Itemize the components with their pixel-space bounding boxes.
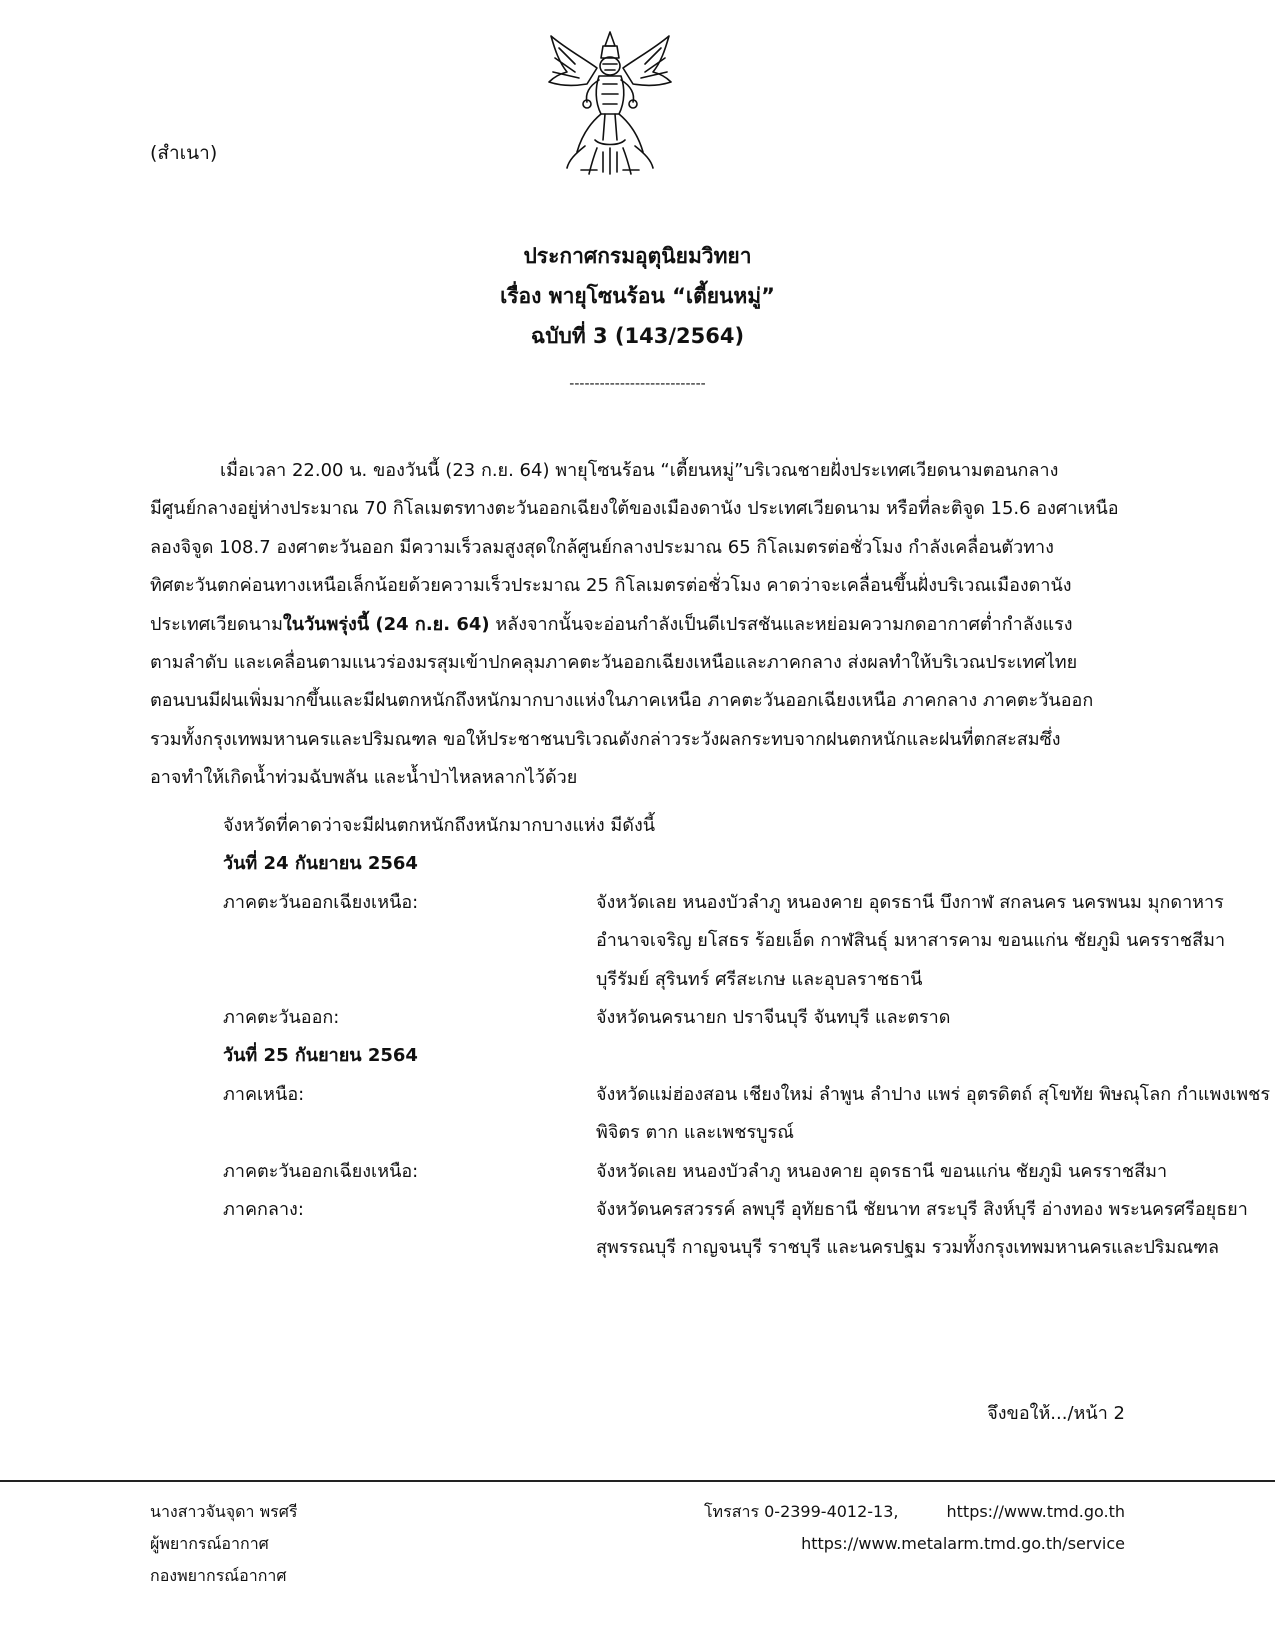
region-label: ภาคเหนือ: [223, 1083, 305, 1105]
title-line-2: เรื่อง พายุโซนร้อน “เตี้ยนหมู่” [500, 284, 775, 308]
date-heading: วันที่ 24 กันยายน 2564 [223, 853, 418, 875]
body-line: ทิศตะวันตกค่อนทางเหนือเล็กน้อยด้วยความเร็วประมาณ 25 กิโลเมตรต่อชั่วโมง คาดว่าจะเคลื่อนขึ้นฝั่งบริเวณเมืองดานัง [150, 575, 1072, 597]
province-line: บุรีรัมย์ สุรินทร์ ศรีสะเกษ และอุบลราชธานี [596, 968, 923, 990]
title-separator: --------------------------- [569, 376, 706, 392]
body-line [150, 606, 1125, 644]
region-row [150, 1153, 1168, 1191]
next-page-note: จึงขอให้.../หน้า 2 [987, 1403, 1125, 1424]
service-link[interactable]: https://www.metalarm.tmd.go.th/service [801, 1534, 1125, 1553]
region-label: ภาคกลาง: [223, 1199, 304, 1221]
title-line-1: ประกาศกรมอุตุนิยมวิทยา [523, 244, 752, 268]
body-line: ตามลำดับ และเคลื่อนตามแนวร่องมรสุมเข้าปกคลุมภาคตะวันออกเฉียงเหนือและภาคกลาง ส่งผลทำให้บริเวณประเทศไทย [150, 652, 1078, 674]
body-line: รวมทั้งกรุงเทพมหานครและปริมณฑล ขอให้ประชาชนบริเวณดังกล่าวระวังผลกระทบจากฝนตกหนักและฝนที่ตกสะสมซึ่ง [150, 728, 1061, 750]
body-line: เมื่อเวลา 22.00 น. ของวันนี้ (23 ก.ย. 64) พายุโซนร้อน “เตี้ยนหมู่”บริเวณชายฝั่งประเทศเวียดนามตอนกลาง [220, 460, 1059, 481]
region-provinces [596, 884, 1225, 999]
body-line: ตอนบนมีฝนเพิ่มมากขึ้นและมีฝนตกหนักถึงหนักมากบางแห่งในภาคเหนือ ภาคตะวันออกเฉียงเหนือ ภาคกลาง ภาคตะวันออก [150, 690, 1094, 712]
forecaster-name: นางสาวจันจุดา พรศรี [150, 1502, 298, 1521]
body-line-part: หลังจากนั้นจะอ่อนกำลังเป็นดีเปรสชันและหย่อมความกดอากาศต่ำกำลังแรง [489, 613, 1073, 635]
date-heading: วันที่ 25 กันยายน 2564 [223, 1045, 418, 1067]
body-line: อาจทำให้เกิดน้ำท่วมฉับพลัน และน้ำป่าไหลหลากไว้ด้วย [150, 767, 578, 789]
region-row [150, 1076, 1271, 1153]
announcement-body [150, 452, 1125, 798]
province-intro: จังหวัดที่คาดว่าจะมีฝนตกหนักถึงหนักมากบางแห่ง มีดังนี้ [223, 815, 656, 836]
region-label: ภาคตะวันออก: [223, 1007, 340, 1029]
fax-number: โทรสาร 0-2399-4012-13, [703, 1502, 899, 1521]
province-line: จังหวัดนครสวรรค์ ลพบุรี อุทัยธานี ชัยนาท สระบุรี สิงห์บุรี อ่างทอง พระนครศรีอยุธยา [596, 1199, 1248, 1221]
province-line: จังหวัดเลย หนองบัวลำภู หนองคาย อุดรธานี ขอนแก่น ชัยภูมิ นครราชสีมา [596, 1160, 1168, 1182]
body-line-part: ประเทศเวียดนาม [150, 613, 283, 635]
province-list [150, 807, 1271, 1268]
province-line: จังหวัดนครนายก ปราจีนบุรี จันทบุรี และตราด [596, 1007, 951, 1029]
region-label: ภาคตะวันออกเฉียงเหนือ: [223, 1160, 419, 1182]
region-provinces [596, 1076, 1270, 1153]
province-line: พิจิตร ตาก และเพชรบูรณ์ [596, 1122, 794, 1144]
region-label: ภาคตะวันออกเฉียงเหนือ: [223, 891, 419, 913]
footer-divider [0, 1480, 1275, 1482]
region-row [150, 884, 1226, 999]
body-line: ลองจิจูด 108.7 องศาตะวันออก มีความเร็วลมสูงสุดใกล้ศูนย์กลางประมาณ 65 กิโลเมตรต่อชั่วโมง กำลังเคลื่อนตัวทาง [150, 536, 1054, 558]
copy-label: (สำเนา) [150, 142, 218, 164]
footer-signatory [150, 1496, 298, 1592]
body-line-bold: ในวันพรุ่งนี้ (24 ก.ย. 64) [282, 613, 490, 635]
garuda-emblem-icon [545, 28, 675, 178]
forecaster-position: ผู้พยากรณ์อากาศ [150, 1534, 269, 1553]
contact-line [704, 1496, 1125, 1528]
title-line-3: ฉบับที่ 3 (143/2564) [530, 324, 745, 348]
announcement-title [0, 236, 1275, 356]
region-row [150, 999, 1130, 1037]
province-line: จังหวัดเลย หนองบัวลำภู หนองคาย อุดรธานี บึงกาฬ สกลนคร นครพนม มุกดาหาร [596, 891, 1224, 913]
province-line: อำนาจเจริญ ยโสธร ร้อยเอ็ด กาฬสินธุ์ มหาสารคาม ขอนแก่น ชัยภูมิ นครราชสีมา [596, 930, 1226, 952]
website-link[interactable]: https://www.tmd.go.th [946, 1502, 1125, 1521]
forecaster-division: กองพยากรณ์อากาศ [150, 1566, 287, 1585]
footer-contact [704, 1496, 1125, 1560]
province-line: จังหวัดแม่ฮ่องสอน เชียงใหม่ ลำพูน ลำปาง แพร่ อุตรดิตถ์ สุโขทัย พิษณุโลก กำแพงเพชร [596, 1083, 1271, 1105]
province-line: สุพรรณบุรี กาญจนบุรี ราชบุรี และนครปฐม รวมทั้งกรุงเทพมหานครและปริมณฑล [596, 1237, 1220, 1259]
region-provinces [596, 1191, 1248, 1268]
body-line: มีศูนย์กลางอยู่ห่างประมาณ 70 กิโลเมตรทางตะวันออกเฉียงใต้ของเมืองดานัง ประเทศเวียดนาม หรือที่ละติจูด 15.6 องศาเหนือ [150, 498, 1119, 520]
region-row [150, 1191, 1248, 1268]
